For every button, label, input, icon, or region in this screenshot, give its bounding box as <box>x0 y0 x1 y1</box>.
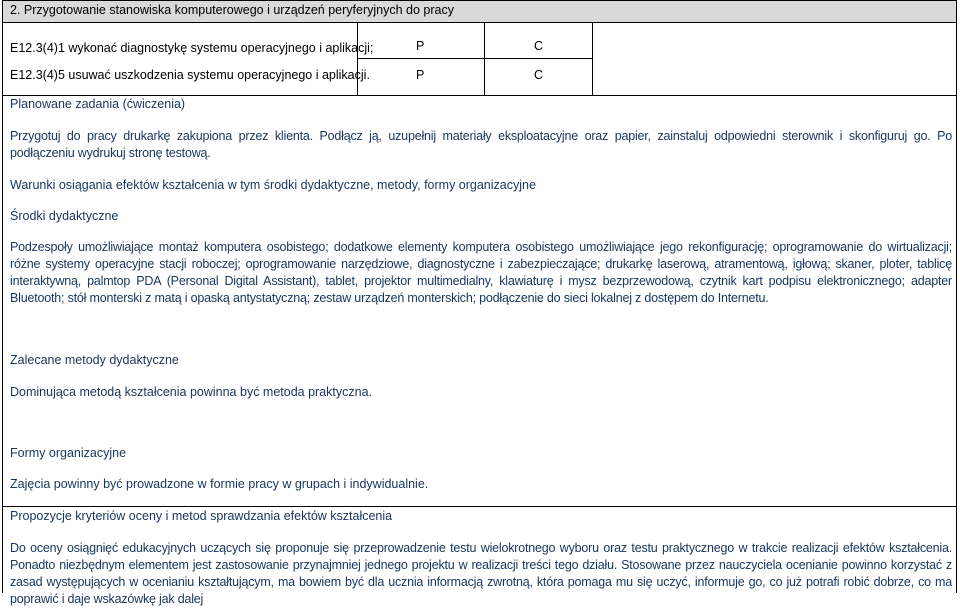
outcome-text: E12.3(4)5 usuwać uszkodzenia systemu operacyjnego i aplikacji. <box>10 68 370 82</box>
resources-text: Podzespoły umożliwiające montaż komputera osobistego; dodatkowe elementy komputera osobistego umożliwiające jego rekonfigurację; oprogramowanie do wirtualizacji; różne systemy operacyjne stacji roboczej; oprogramowanie narzędziowe, diagnostyczne i zabezpieczające; drukarkę laserową, atramentową, igłową; skaner, ploter, tablicę interaktywną, palmtop PDA (Personal Digital Assistant), tablet, projektor multimedialny, klawiaturę i mysz bezprzewodową, czytnik kart podpisu elektronicznego; adapter Bluetooth; stół monterski z matą i opaską antystatyczną; zestaw urządzeń monterskich; podłączenie do sieci lokalnej z dostępem do Internetu. <box>10 240 952 305</box>
rule <box>2 95 957 96</box>
column-divider <box>592 22 593 95</box>
outcome-level-p: P <box>416 39 425 53</box>
row-divider <box>357 58 592 59</box>
forms-heading: Formy organizacyjne <box>10 446 127 460</box>
resources-heading: Środki dydaktyczne <box>10 209 119 223</box>
rule <box>2 0 957 1</box>
rule <box>2 506 957 507</box>
forms-text: Zajęcia powinny być prowadzone w formie pracy w grupach i indywidualnie. <box>10 477 429 491</box>
methods-heading: Zalecane metody dydaktyczne <box>10 353 179 367</box>
outcome-level-c: C <box>534 39 544 53</box>
criteria-heading: Propozycje kryteriów oceny i metod sprawdzania efektów kształcenia <box>10 509 393 523</box>
conditions-heading: Warunki osiągania efektów kształcenia w tym środki dydaktyczne, metody, formy organizacyjne <box>10 178 536 192</box>
methods-text: Dominująca metodą kształcenia powinna być metoda praktyczna. <box>10 385 372 399</box>
outcome-level-p: P <box>416 68 425 82</box>
outcome-level-c: C <box>534 68 544 82</box>
planned-tasks-heading: Planowane zadania (ćwiczenia) <box>10 97 186 111</box>
section-title: 2. Przygotowanie stanowiska komputerowego i urządzeń peryferyjnych do pracy <box>10 3 454 17</box>
criteria-text: Do oceny osiągnięć edukacyjnych uczących się proponuje się przeprowadzenie testu wielokrotnego wyboru oraz testu praktycznego w trakcie realizacji efektów kształcenia. Ponadto niezbędnym elementem jest zastosowanie przynajmniej jednego projektu w realizacji treści tego działu. Stosowane przez nauczyciela ocenianie powinno korzystać z zasad występujących w ocenianiu kształtującym, ma bowiem być dla ucznia informacją zwrotną, która pomaga mu się uczyć, informuje go, co już potrafi robić dobrze, co ma poprawić i daje wskazówkę jak dalej <box>10 541 952 606</box>
planned-tasks-text: Przygotuj do pracy drukarkę zakupiona przez klienta. Podłącz ją, uzupełnij materiały eksploatacyjne oraz papier, zainstaluj odpowiedni sterownik i skonfiguruj go. Po podłączeniu wydrukuj stronę testową. <box>10 129 952 160</box>
rule <box>2 22 957 23</box>
outcome-text: E12.3(4)1 wykonać diagnostykę systemu operacyjnego i aplikacji; <box>10 41 374 55</box>
